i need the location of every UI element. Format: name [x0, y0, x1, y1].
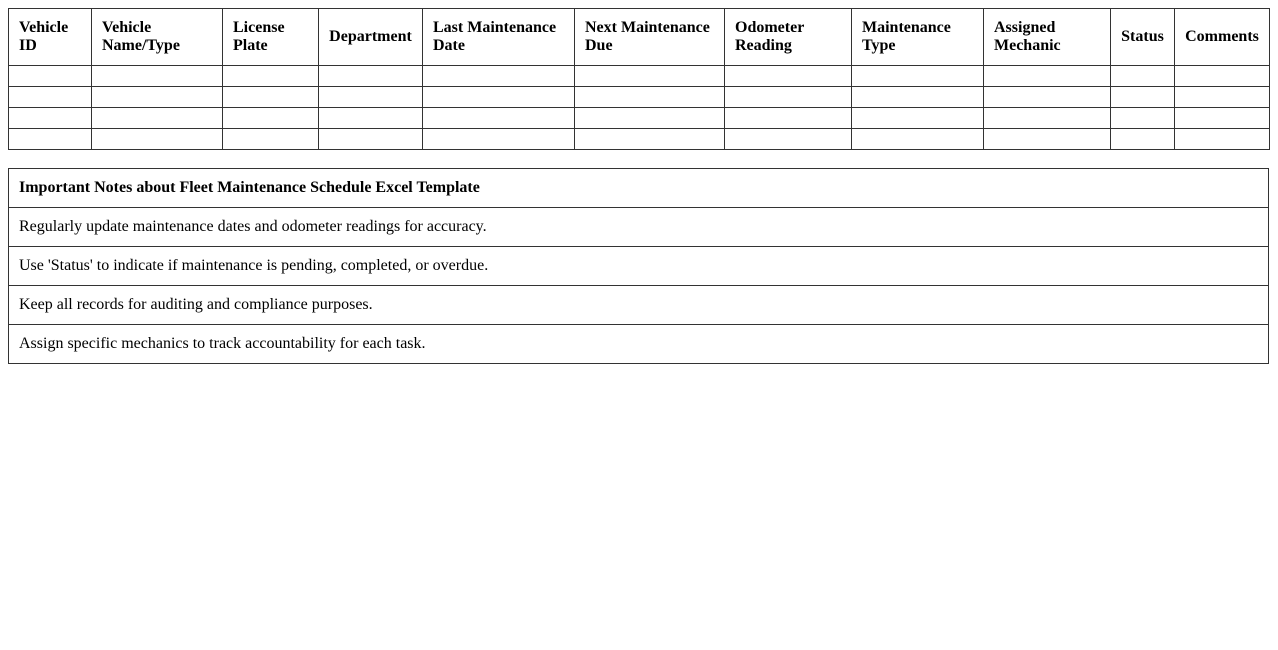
- table-cell[interactable]: [1175, 108, 1270, 129]
- table-cell[interactable]: [423, 108, 575, 129]
- table-cell[interactable]: [984, 66, 1111, 87]
- table-cell[interactable]: [852, 66, 984, 87]
- table-cell[interactable]: [1111, 87, 1175, 108]
- table-cell[interactable]: [1111, 66, 1175, 87]
- notes-title: Important Notes about Fleet Maintenance Schedule Excel Template: [9, 169, 1269, 208]
- table-header-row: [9, 9, 1270, 66]
- col-header-department: Department: [319, 9, 423, 66]
- table-cell[interactable]: [984, 129, 1111, 150]
- table-cell[interactable]: [92, 129, 223, 150]
- table-cell[interactable]: [319, 108, 423, 129]
- table-cell[interactable]: [852, 129, 984, 150]
- table-cell[interactable]: [1175, 129, 1270, 150]
- table-cell[interactable]: [852, 108, 984, 129]
- table-cell[interactable]: [575, 108, 725, 129]
- table-cell[interactable]: [984, 108, 1111, 129]
- note-row: [9, 247, 1269, 286]
- note-row: [9, 325, 1269, 364]
- table-cell[interactable]: [423, 129, 575, 150]
- table-cell[interactable]: [575, 129, 725, 150]
- col-header-status: Status: [1111, 9, 1175, 66]
- table-row: [9, 108, 1270, 129]
- note-row: [9, 208, 1269, 247]
- table-cell[interactable]: [423, 87, 575, 108]
- col-header-last-maintenance-date: Last Maintenance Date: [423, 9, 575, 66]
- notes-title-row: [9, 169, 1269, 208]
- table-cell[interactable]: [92, 66, 223, 87]
- col-header-comments: Comments: [1175, 9, 1270, 66]
- table-cell[interactable]: [9, 108, 92, 129]
- table-row: [9, 87, 1270, 108]
- note-row: [9, 286, 1269, 325]
- table-cell[interactable]: [984, 87, 1111, 108]
- table-cell[interactable]: [223, 87, 319, 108]
- table-row: [9, 66, 1270, 87]
- note-item: Regularly update maintenance dates and odometer readings for accuracy.: [9, 208, 1269, 247]
- table-cell[interactable]: [852, 87, 984, 108]
- important-notes-table: [8, 168, 1269, 364]
- table-cell[interactable]: [319, 66, 423, 87]
- col-header-vehicle-id: Vehicle ID: [9, 9, 92, 66]
- table-cell[interactable]: [1175, 66, 1270, 87]
- table-cell[interactable]: [9, 87, 92, 108]
- note-item: Use 'Status' to indicate if maintenance is pending, completed, or overdue.: [9, 247, 1269, 286]
- table-cell[interactable]: [423, 66, 575, 87]
- table-cell[interactable]: [319, 87, 423, 108]
- table-cell[interactable]: [725, 108, 852, 129]
- maintenance-schedule-table: [8, 8, 1270, 150]
- table-cell[interactable]: [92, 108, 223, 129]
- table-cell[interactable]: [575, 87, 725, 108]
- table-cell[interactable]: [319, 129, 423, 150]
- col-header-maintenance-type: Maintenance Type: [852, 9, 984, 66]
- table-cell[interactable]: [9, 66, 92, 87]
- table-cell[interactable]: [223, 66, 319, 87]
- table-cell[interactable]: [725, 129, 852, 150]
- col-header-odometer-reading: Odometer Reading: [725, 9, 852, 66]
- table-cell[interactable]: [92, 87, 223, 108]
- table-cell[interactable]: [725, 66, 852, 87]
- table-cell[interactable]: [1111, 108, 1175, 129]
- col-header-vehicle-name-type: Vehicle Name/Type: [92, 9, 223, 66]
- table-cell[interactable]: [223, 129, 319, 150]
- col-header-assigned-mechanic: Assigned Mechanic: [984, 9, 1111, 66]
- table-cell[interactable]: [725, 87, 852, 108]
- note-item: Keep all records for auditing and compliance purposes.: [9, 286, 1269, 325]
- table-body: [9, 66, 1270, 150]
- note-item: Assign specific mechanics to track accountability for each task.: [9, 325, 1269, 364]
- table-cell[interactable]: [575, 66, 725, 87]
- table-row: [9, 129, 1270, 150]
- table-cell[interactable]: [1175, 87, 1270, 108]
- col-header-license-plate: License Plate: [223, 9, 319, 66]
- table-cell[interactable]: [9, 129, 92, 150]
- col-header-next-maintenance-due: Next Maintenance Due: [575, 9, 725, 66]
- table-cell[interactable]: [1111, 129, 1175, 150]
- table-cell[interactable]: [223, 108, 319, 129]
